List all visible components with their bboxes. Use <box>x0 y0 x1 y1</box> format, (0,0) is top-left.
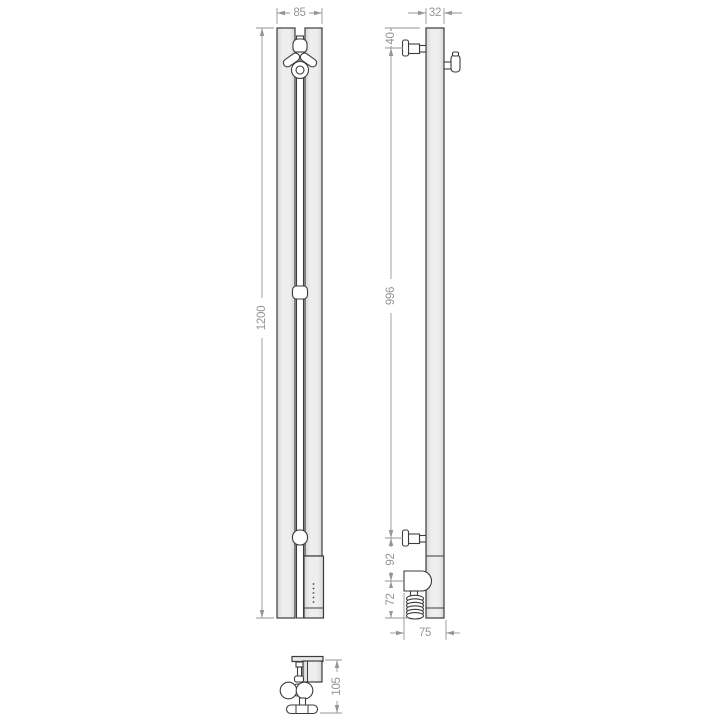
top-hook-ball-right <box>296 682 313 699</box>
wall-bracket-top <box>403 40 427 56</box>
bracket-pin <box>420 46 427 53</box>
dim-top-depth-label: 105 <box>331 677 343 696</box>
dim-side-depth-label: 32 <box>428 7 442 19</box>
power-box <box>404 571 432 591</box>
dim-bracket-to-power-box-label: 92 <box>385 553 397 566</box>
dim-side-chain <box>385 28 420 618</box>
dim-power-box-to-bottom-label: 72 <box>385 593 397 606</box>
wall-bracket-bottom <box>403 530 427 546</box>
towel-hook-side <box>444 52 460 72</box>
bracket-flange <box>403 40 409 56</box>
dim-base-depth <box>390 593 460 640</box>
dim-front-height-label: 1200 <box>256 305 268 331</box>
bracket-flange <box>403 530 409 546</box>
dim-base-depth-label: 75 <box>418 627 432 639</box>
side-rail <box>426 28 444 618</box>
top-bracket-stem <box>295 662 304 682</box>
lower-connector <box>293 530 308 545</box>
bracket-barrel <box>409 534 420 544</box>
dim-bracket-top-offset-label: 40 <box>385 32 397 45</box>
hook-ring-hole <box>296 66 304 74</box>
top-hook-bar <box>287 705 318 714</box>
heater-housing <box>304 556 324 618</box>
dim-front-width-label: 85 <box>293 7 306 19</box>
top-view <box>280 657 323 714</box>
top-hook-ball-left <box>280 682 297 699</box>
front-left-tube <box>277 28 295 618</box>
bracket-barrel <box>409 44 420 54</box>
power-cable-coil <box>407 595 424 619</box>
dim-bracket-span-label: 996 <box>385 286 397 306</box>
dim-side-depth <box>408 7 462 24</box>
bracket-pin <box>420 536 427 543</box>
dim-front-height <box>256 28 275 618</box>
dim-front-width <box>277 7 322 24</box>
top-rail-block <box>303 661 322 682</box>
front-view <box>277 28 324 618</box>
dim-top-depth <box>320 660 343 713</box>
side-view <box>403 28 461 619</box>
hook-side-cap <box>453 52 459 56</box>
hook-side-knob <box>451 55 460 72</box>
hook-ball <box>293 39 307 53</box>
mid-connector <box>293 286 308 299</box>
